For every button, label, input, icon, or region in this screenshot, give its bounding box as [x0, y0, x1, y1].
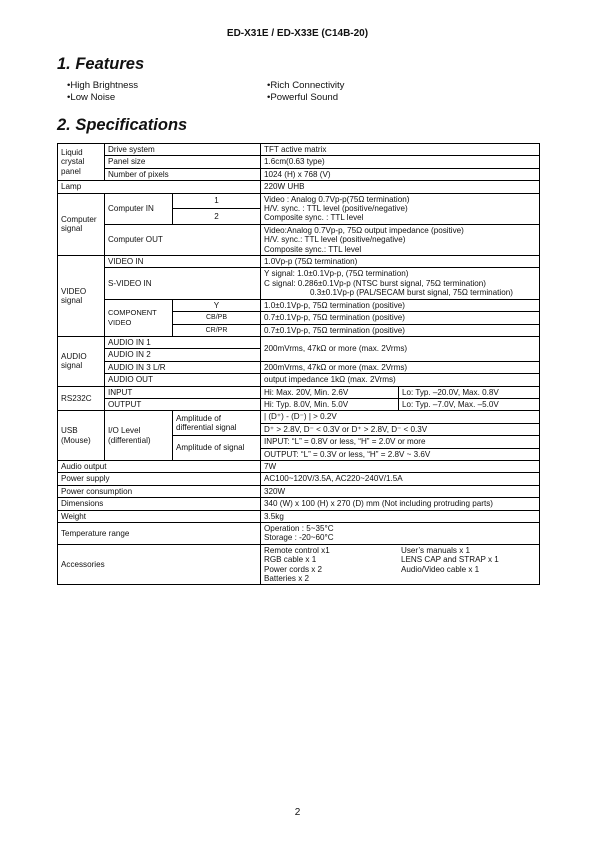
- spec-label: Power consumption: [58, 485, 261, 497]
- spec-value: 200mVrms, 47kΩ or more (max. 2Vrms): [261, 361, 540, 373]
- spec-sublabel: 1: [173, 193, 261, 209]
- table-row: [58, 168, 540, 180]
- spec-value-line: Video : Analog 0.7Vp-p(75Ω termination): [264, 194, 410, 204]
- table-row: [58, 510, 540, 522]
- spec-label: VIDEO IN: [105, 256, 261, 268]
- spec-value: Hi: Typ. 8.0V, Min. 5.0V: [261, 398, 399, 410]
- feature-item: • Powerful Sound: [267, 92, 344, 104]
- spec-label: AUDIO IN 3 L/R: [105, 361, 261, 373]
- spec-label: Computer OUT: [105, 224, 261, 255]
- spec-value: 200mVrms, 47kΩ or more (max. 2Vrms): [261, 336, 540, 361]
- specifications-heading: 2. Specifications: [57, 116, 188, 134]
- table-row: [58, 256, 540, 268]
- table-row: [58, 386, 540, 398]
- spec-value-line: 0.3±0.1Vp-p (PAL/SECAM burst signal, 75Ω termination): [310, 288, 513, 298]
- spec-label: INPUT: [105, 386, 261, 398]
- spec-sublabel: CB/PB: [173, 312, 261, 324]
- table-row: [58, 473, 540, 485]
- accessory-item: Power cords x 2: [264, 564, 323, 574]
- spec-value-line: H/V. sync. : TTL level (positive/negative): [264, 204, 408, 214]
- accessory-item: LENS CAP and STRAP x 1: [401, 555, 499, 565]
- spec-value: [261, 224, 540, 255]
- spec-value: 340 (W) x 100 (H) x 270 (D) mm (Not including protruding parts): [261, 498, 540, 510]
- features-left-column: [67, 80, 138, 104]
- feature-item: • Low Noise: [67, 92, 138, 104]
- spec-sublabel: 2: [173, 209, 261, 225]
- spec-label: Computer IN: [105, 193, 173, 224]
- spec-value: Lo: Typ. –7.0V, Max. –5.0V: [399, 398, 540, 410]
- spec-label: Audio output: [58, 460, 261, 472]
- spec-label: AUDIO IN 2: [105, 349, 261, 361]
- spec-label: Power supply: [58, 473, 261, 485]
- spec-label: Weight: [58, 510, 261, 522]
- spec-group-label: VIDEO signal: [58, 256, 105, 337]
- table-row: [58, 299, 540, 311]
- spec-sublabel: CR/PR: [173, 324, 261, 336]
- spec-label: Dimensions: [58, 498, 261, 510]
- spec-label: Drive system: [105, 144, 261, 156]
- table-row: [58, 374, 540, 386]
- spec-value: AC100~120V/3.5A, AC220~240V/1.5A: [261, 473, 540, 485]
- spec-value: 7W: [261, 460, 540, 472]
- spec-value-line: Y signal: 1.0±0.1Vp-p, (75Ω termination): [264, 269, 409, 279]
- spec-value: 3.5kg: [261, 510, 540, 522]
- spec-value: output impedance 1kΩ (max. 2Vrms): [261, 374, 540, 386]
- spec-value-line: Video:Analog 0.7Vp-p, 75Ω output impedance (positive): [264, 225, 464, 235]
- spec-label: AUDIO OUT: [105, 374, 261, 386]
- spec-group-label: Liquid crystal panel: [58, 144, 105, 181]
- table-row: [58, 498, 540, 510]
- accessory-item: User’s manuals x 1: [401, 545, 470, 555]
- spec-value-line: Composite sync. : TTL level: [264, 213, 364, 223]
- table-row: [58, 336, 540, 348]
- spec-value: [261, 544, 540, 585]
- spec-value-line: H/V. sync.: TTL level (positive/negative): [264, 235, 406, 245]
- spec-label: COMPONENT VIDEO: [105, 299, 173, 336]
- spec-group-label: RS232C: [58, 386, 105, 411]
- spec-value: Hi: Max. 20V, Min. 2.6V: [261, 386, 399, 398]
- spec-sublabel: Amplitude of differential signal: [173, 411, 261, 436]
- spec-value: 0.7±0.1Vp-p, 75Ω termination (positive): [261, 324, 540, 336]
- spec-sublabel: Y: [173, 299, 261, 311]
- table-row: [58, 224, 540, 255]
- spec-value: 1.0Vp-p (75Ω termination): [261, 256, 540, 268]
- spec-value-line: C signal: 0.286±0.1Vp-p (NTSC burst signal, 75Ω termination): [264, 278, 486, 288]
- table-row: [58, 181, 540, 193]
- spec-label: Temperature range: [58, 523, 261, 545]
- spec-value: 1.6cm(0.63 type): [261, 156, 540, 168]
- specifications-table: [57, 143, 540, 585]
- features-right-column: [267, 80, 344, 104]
- spec-value: D⁺ > 2.8V, D⁻ < 0.3V or D⁺ > 2.8V, D⁻ < 0.3V: [261, 423, 540, 435]
- spec-value-line: Storage : -20~60°C: [264, 533, 334, 543]
- spec-value: 0.7±0.1Vp-p, 75Ω termination (positive): [261, 312, 540, 324]
- table-row: [58, 144, 540, 156]
- table-row: [58, 411, 540, 423]
- table-row: [58, 523, 540, 545]
- accessories-list: [264, 546, 536, 584]
- table-row: [58, 268, 540, 299]
- spec-value: [261, 268, 540, 299]
- spec-value: | (D⁺) - (D⁻) | > 0.2V: [261, 411, 540, 423]
- spec-value-line: Composite sync.: TTL level: [264, 244, 362, 254]
- table-row: [58, 193, 540, 209]
- feature-item: • Rich Connectivity: [267, 80, 344, 92]
- document-header: ED-X31E / ED-X33E (C14B-20): [226, 28, 369, 39]
- table-row: [58, 361, 540, 373]
- spec-value: 1.0±0.1Vp-p, 75Ω termination (positive): [261, 299, 540, 311]
- spec-value: Lo: Typ. –20.0V, Max. 0.8V: [399, 386, 540, 398]
- spec-value: TFT active matrix: [261, 144, 540, 156]
- spec-value: 1024 (H) x 768 (V): [261, 168, 540, 180]
- accessory-item: RGB cable x 1: [264, 555, 317, 565]
- spec-value: [261, 193, 540, 224]
- table-row: [58, 460, 540, 472]
- spec-value: [261, 523, 540, 545]
- spec-label: AUDIO IN 1: [105, 336, 261, 348]
- table-row: [58, 544, 540, 585]
- spec-label: OUTPUT: [105, 398, 261, 410]
- spec-label: I/O Level (differential): [105, 411, 173, 461]
- accessories-right: [401, 546, 499, 584]
- spec-label: Lamp: [58, 181, 261, 193]
- table-row: [58, 398, 540, 410]
- spec-sublabel: Amplitude of signal: [173, 436, 261, 461]
- accessory-item: Audio/Video cable x 1: [401, 564, 480, 574]
- spec-group-label: USB (Mouse): [58, 411, 105, 461]
- spec-label: Panel size: [105, 156, 261, 168]
- spec-value: INPUT: “L” = 0.8V or less, “H” = 2.0V or more: [261, 436, 540, 448]
- spec-value: 220W UHB: [261, 181, 540, 193]
- spec-value: 320W: [261, 485, 540, 497]
- table-row: [58, 156, 540, 168]
- spec-group-label: AUDIO signal: [58, 336, 105, 386]
- spec-label: Number of pixels: [105, 168, 261, 180]
- feature-item: • High Brightness: [67, 80, 138, 92]
- accessory-item: Batteries x 2: [264, 574, 310, 584]
- spec-label: S-VIDEO IN: [105, 268, 261, 299]
- table-row: [58, 485, 540, 497]
- accessory-item: Remote control x1: [264, 545, 330, 555]
- spec-group-label: Computer signal: [58, 193, 105, 255]
- spec-value: OUTPUT: “L” = 0.3V or less, “H” = 2.8V ~ 3.6V: [261, 448, 540, 460]
- page-number: 2: [294, 807, 301, 818]
- accessories-left: [264, 546, 401, 584]
- spec-label: Accessories: [58, 544, 261, 585]
- spec-value-line: Operation : 5~35°C: [264, 524, 334, 533]
- features-heading: 1. Features: [57, 55, 145, 73]
